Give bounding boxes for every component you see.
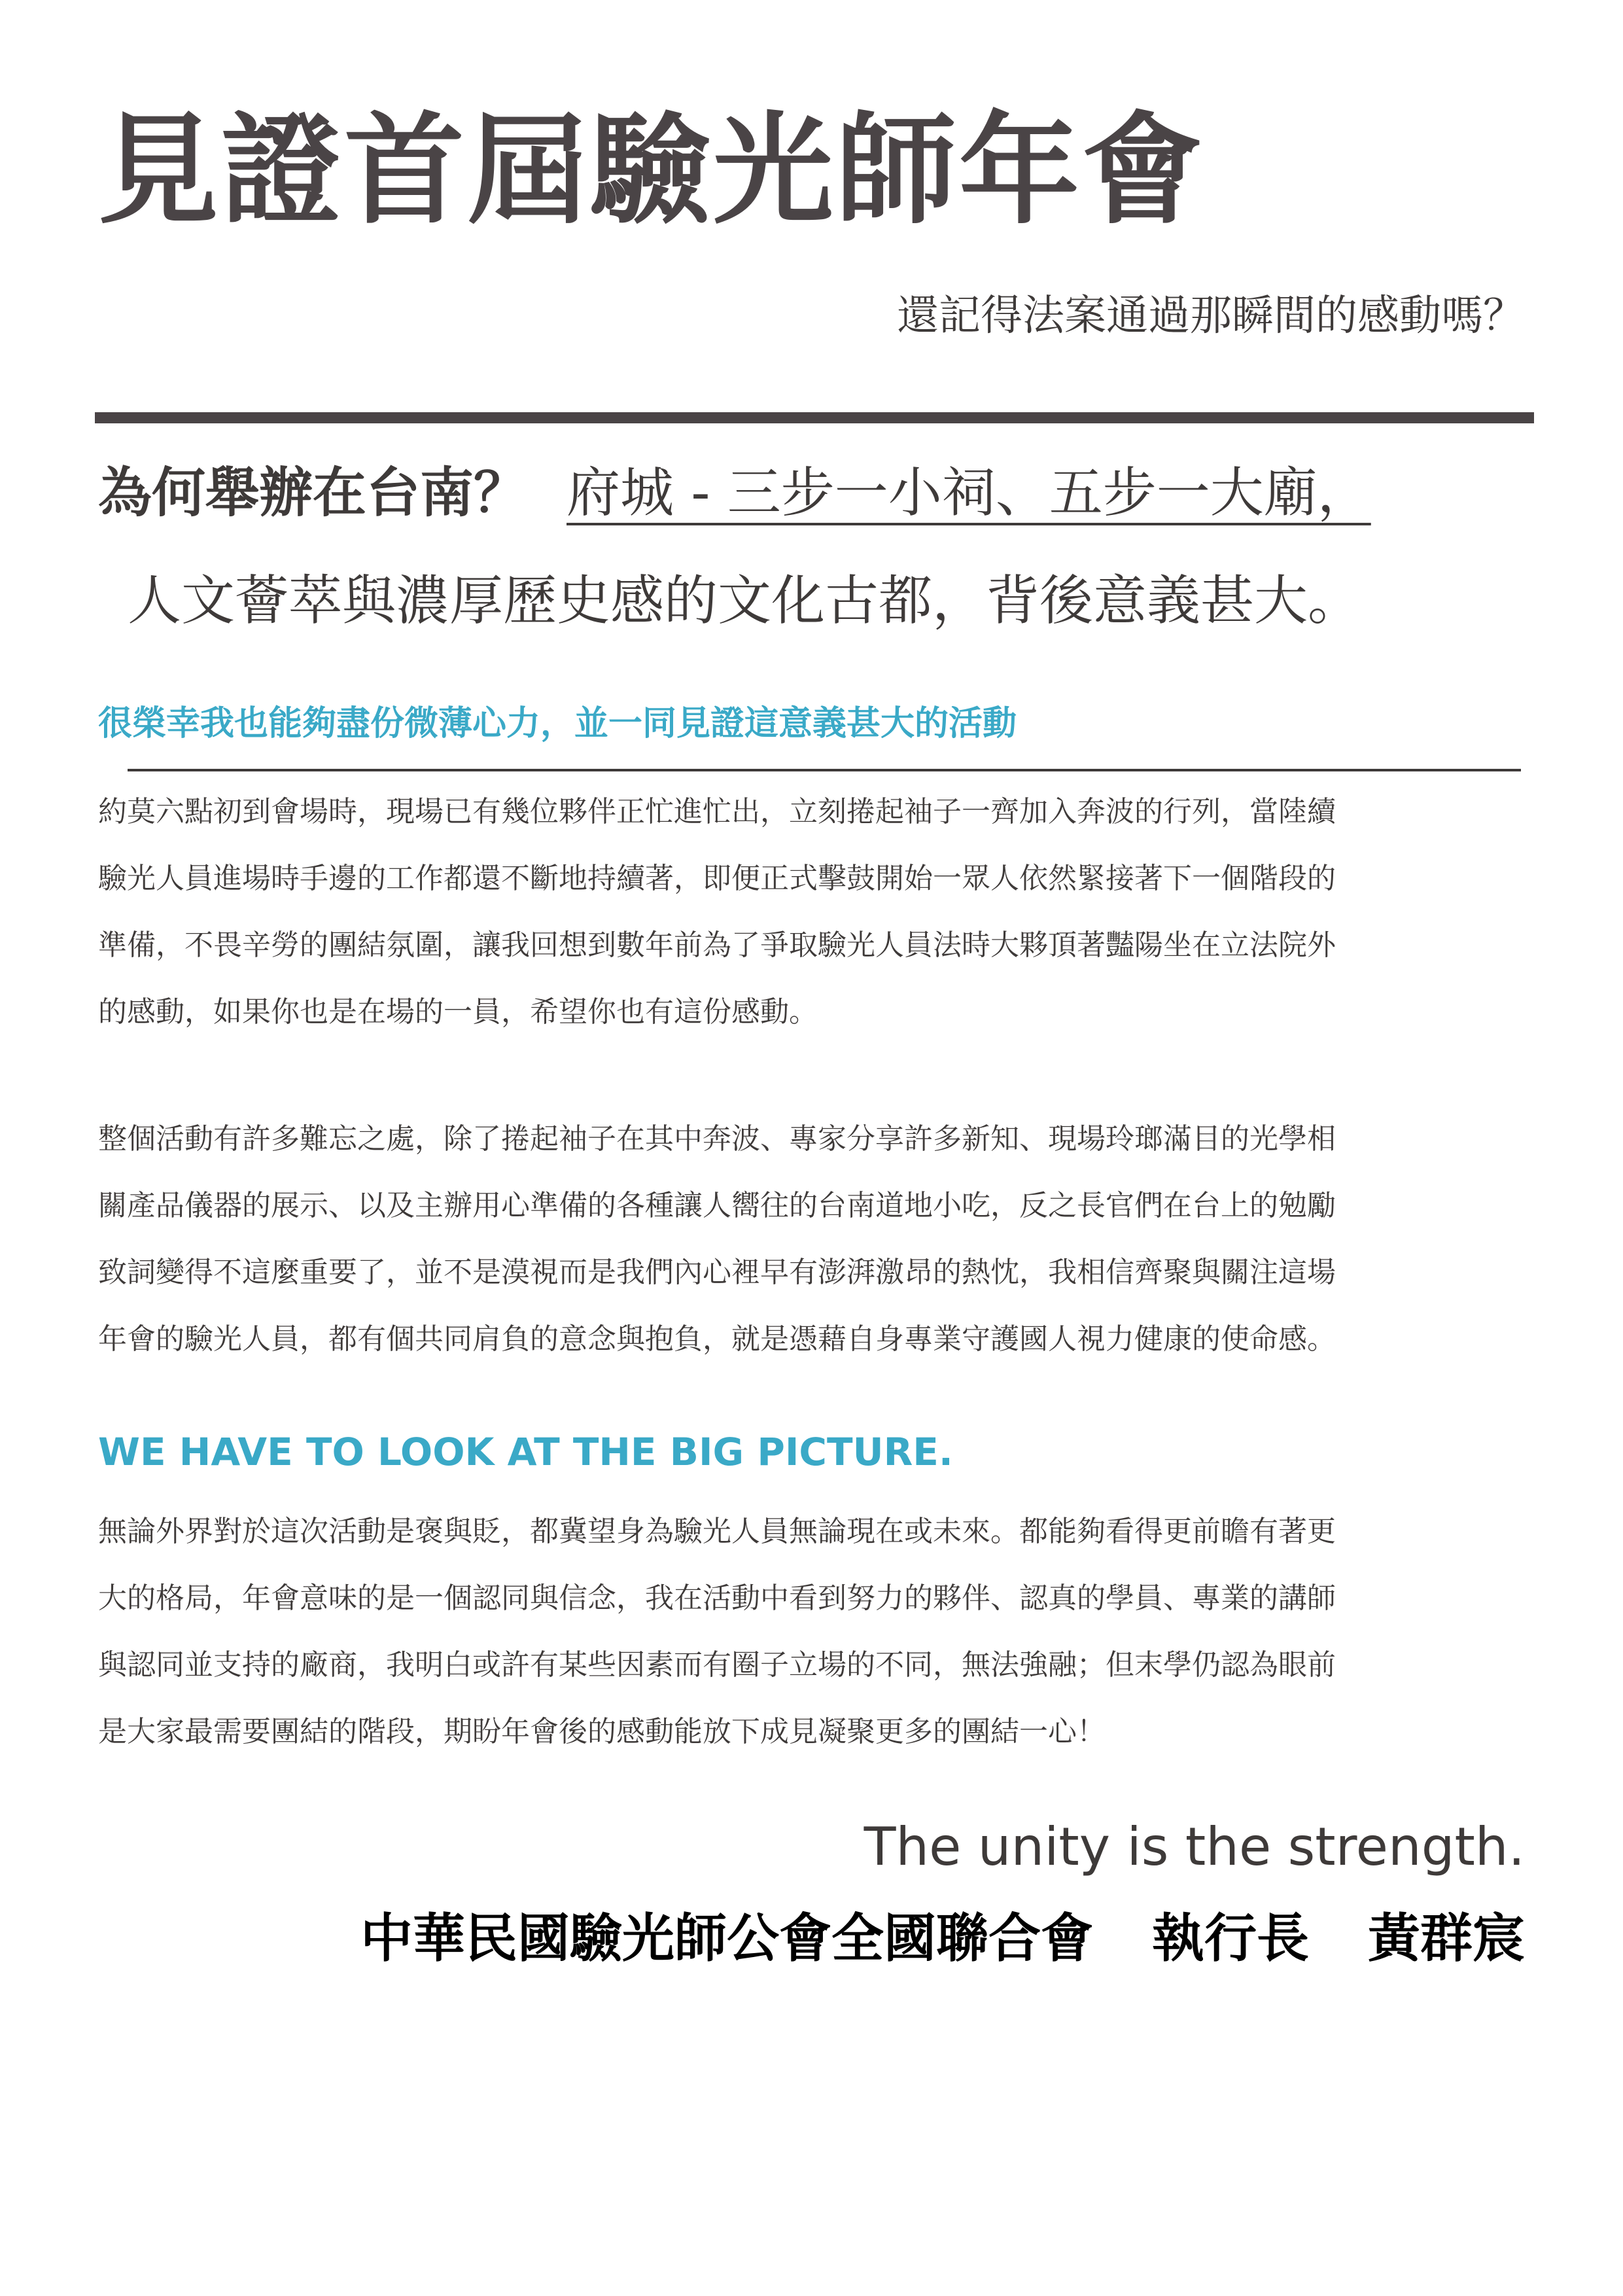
paragraph-line: 約莫六點初到會場時，現場已有幾位夥伴正忙進忙出，立刻捲起袖子一齊加入奔波的行列，當陸續 (98, 795, 1336, 828)
signature-name: 黃群宸 (1368, 1908, 1525, 1969)
title-divider (95, 412, 1534, 423)
why-answer-line2: 人文薈萃與濃厚歷史感的文化古都，背後意義甚大。 (128, 570, 1362, 632)
paragraph-line: 整個活動有許多難忘之處，除了捲起袖子在其中奔波、專家分享許多新知、現場玲瑯滿目的光學相 (98, 1122, 1336, 1156)
signature (360, 1907, 1525, 1970)
section-heading: 很榮幸我也能夠盡份微薄心力，並一同見證這意義甚大的活動 (98, 704, 1017, 743)
why-tainan-line (98, 461, 1371, 525)
why-question: 為何舉辦在台南？ (98, 462, 528, 524)
paragraph-memories (98, 1106, 1524, 1373)
paragraph-line: 是大家最需要團結的階段，期盼年會後的感動能放下成見凝聚更多的團結一心！ (98, 1715, 1106, 1748)
why-answer-line1: 府城 - 三步一小祠、五步一大廟， (567, 462, 1371, 524)
paragraph-line: 年會的驗光人員，都有個共同肩負的意念與抱負，就是憑藉自身專業守護國人視力健康的使命感。 (98, 1322, 1336, 1356)
page-title: 見證首屆驗光師年會 (98, 101, 1206, 241)
english-heading: WE HAVE TO LOOK AT THE BIG PICTURE. (98, 1430, 953, 1474)
paragraph-line: 準備，不畏辛勞的團結氛圍，讓我回想到數年前為了爭取驗光人員法時大夥頂著豔陽坐在立法院外 (98, 928, 1336, 962)
paragraph-arrival (98, 779, 1524, 1046)
paragraph-line: 大的格局，年會意味的是一個認同與信念，我在活動中看到努力的夥伴、認真的學員、專業的講師 (98, 1581, 1336, 1615)
paragraph-line: 致詞變得不這麼重要了，並不是漠視而是我們內心裡早有澎湃激昂的熱忱，我相信齊聚與關注這場 (98, 1256, 1336, 1289)
paragraph-big-picture (98, 1498, 1524, 1765)
section-divider (128, 769, 1521, 771)
signature-organization: 中華民國驗光師公會全國聯合會 (360, 1908, 1093, 1969)
paragraph-line: 的感動，如果你也是在場的一員，希望你也有這份感動。 (98, 995, 818, 1029)
paragraph-line: 與認同並支持的廠商，我明白或許有某些因素而有圈子立場的不同，無法強融；但末學仍認為眼前 (98, 1648, 1336, 1682)
paragraph-line: 無論外界對於這次活動是褒與貶，都冀望身為驗光人員無論現在或未來。都能夠看得更前瞻有著更 (98, 1515, 1336, 1548)
paragraph-line: 關產品儀器的展示、以及主辦用心準備的各種讓人嚮往的台南道地小吃，反之長官們在台上的勉勵 (98, 1189, 1336, 1222)
subtitle: 還記得法案通過那瞬間的感動嗎？ (897, 292, 1525, 340)
signature-role: 執行長 (1152, 1908, 1309, 1969)
slogan: The unity is the strength. (864, 1816, 1525, 1877)
paragraph-line: 驗光人員進場時手邊的工作都還不斷地持續著，即便正式擊鼓開始一眾人依然緊接著下一個階段的 (98, 862, 1336, 895)
